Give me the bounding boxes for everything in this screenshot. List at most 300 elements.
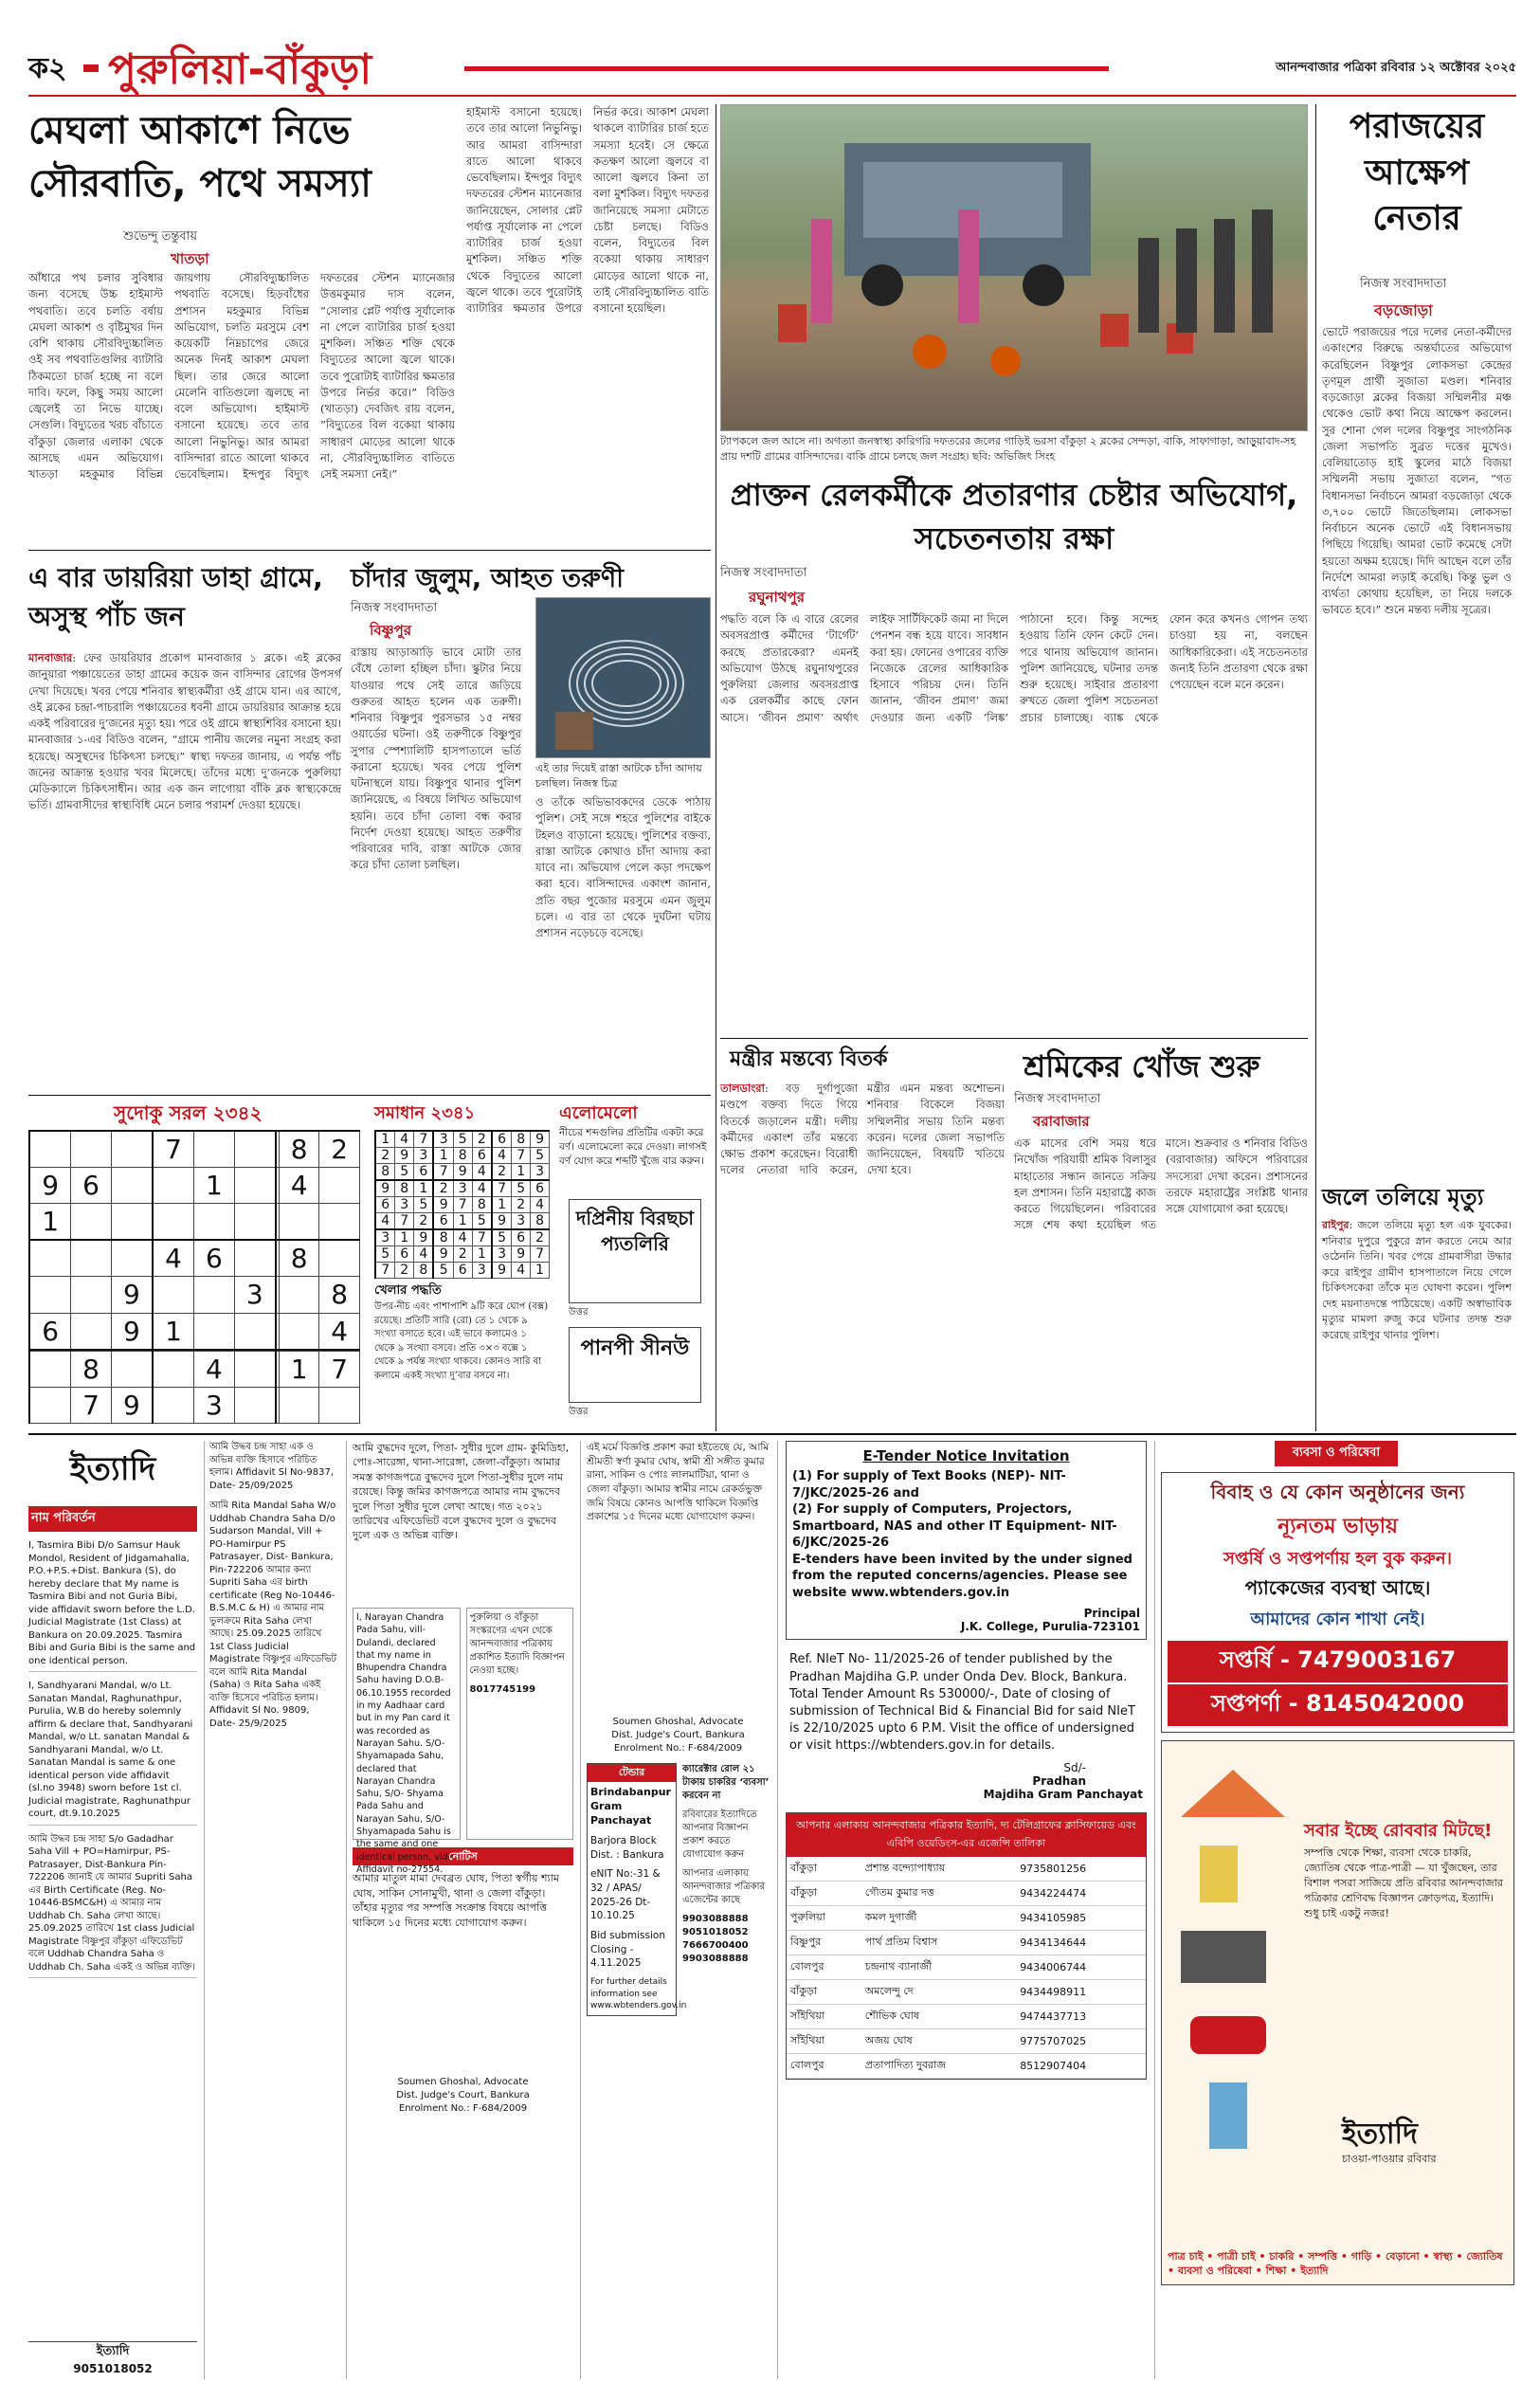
notice-narayan: I, Narayan Chandra Pada Sahu, vill- Dulandi, declared that my name in Bhupendra Chandra Sahu having D.O.B- 06.10.1955 recorded in my Aadhaar card but in my Pan card it was recorded as Narayan Sahu. S/O- Shyamapada Sahu, declared that Narayan Chandra Sahu, S/O- Shyama Pada Sahu and Narayan Sahu, S/O- Shyamapada Sahu is the same and one identical person, vide Affidavit no-27554. (353, 1608, 461, 1840)
sudoku-cell[interactable] (153, 1168, 194, 1204)
story5-reporter: নিজস্ব সংবাদদাতা (351, 601, 438, 615)
lawyer-enrol: Enrolment No.: F-684/2009 (398, 2103, 528, 2115)
agents-box (786, 1812, 1147, 2080)
story5-place: বিষ্ণুপুর (370, 622, 412, 639)
sudoku-cell[interactable] (279, 1204, 319, 1241)
agent-cell: কমল দুগার্জী (861, 1905, 1016, 1930)
story8-body: রাইপুর: জলে তলিয়ে মৃত্যু হল এক যুবকের। শনিবার দুপুরে পুকুরে স্নান করতে নেমে আর ওঠেননি তিনি। খবর পেয়ে গ্রামবাসীরা উদ্ধার করে রাইপুর গ্রামীণ হাসপাতালে নিয়ে গেলে চিকিৎসকেরা তাঁকে মৃত ঘোষণা করেন। পুলিশ দেহ ময়নাতদন্তে পাঠিয়েছে। একটি অস্বাভাবিক মৃত্যুর মামলা রুজু করে ঘটনার তদন্ত শুরু করেছে রাইপুর থানার পুলিশ। (1322, 1219, 1512, 1341)
sudoku-cell[interactable] (111, 1168, 153, 1204)
masthead-badge (83, 64, 99, 72)
story8-place: রাইপুর (1322, 1219, 1350, 1231)
solution-cell: 7 (395, 1213, 414, 1230)
solution-cell: 9 (531, 1131, 550, 1148)
sudoku-cell[interactable] (194, 1313, 235, 1350)
agent-cell: বাঁকুড়া (787, 1881, 861, 1905)
sudoku-cell[interactable] (234, 1131, 276, 1168)
story1-body: আঁধারে পথ চলার সুবিধার জন্য বসেছে উচ্চ হাইমাস্ট পথবাতি। তবে চলতি বর্ষায় মেঘলা আকাশ ও বৃষ্টিমুখর দিন বেশি থাকায় সৌরবিদ্যুচ্চালিত ওই সব পথবাতিগুলির ব্যাটারি ঠিকমতো চার্জ হচ্ছে না বলে দাবি। ফলে, কিছু সময় আলো জ্বেলেই তা নিভে যাচ্ছে। সেগুলি। বিদ্যুতের খরচ বাঁচাতে বাঁকুড়া জেলার এলাকা থেকে আসছে এমন অভিযোগ। খাতড়া মহকুমার বিভিন্ন জায়গায় সৌরবিদ্যুচ্চালিত পথবাতি বসেছে। হিড়বাঁধের প্রশাসন মহকুমার বিভিন্ন অভিযোগ, চলতি মরসুমে বেশ কয়েকটি নিম্নচাপের জেরে অনেক দিনই আকাশ মেঘলা ছিল। তার জেরে আলো মেলেনি বাতিগুলো জ্বলছে না বলে অভিযোগ। হাইমাস্ট বসানো হয়েছে। তবে তার আলো নিভুনিভু। আর আমরা বাসিন্দারা রাতে আলো থাকবে ভেবেছিলাম। ইন্দপুর বিদ্যুৎ দফতরের স্টেশন ম্যানেজার উত্তমকুমার দাস বলেন, “সোলার প্লেট পর্যাপ্ত সূর্যালোক না পেলে ব্যাটারির চার্জ হওয়া মুশকিল। সঞ্চিত শক্তি থেকে বিদ্যুতের আলো জ্বলে থাকে। তবে পুরোটাই ব্যাটারির ক্ষমতার উপরে নির্ভর করে।” বিডিও (খাতড়া) দেবজিৎ রায় বলেন, “বিদ্যুতের বিল বকেয়া থাকায় সাধারণ মোড়ের আলো থাকে না, সৌরবিদ্যুচ্চালিত বাতিতে সেই সমস্যা নেই।” (28, 271, 455, 481)
wire-coil-illustration (536, 598, 712, 759)
sudoku-cell[interactable] (234, 1204, 276, 1241)
lawyer2-name: Soumen Ghoshal, Advocate (612, 1717, 744, 1727)
agent-cell: 9474437713 (1016, 2004, 1146, 2028)
sudoku-cell[interactable]: 6 (194, 1240, 235, 1277)
agent-row (787, 1979, 1146, 2004)
solution-cell: 2 (395, 1263, 414, 1279)
sudoku-cell[interactable]: 9 (111, 1277, 153, 1313)
etender-box (786, 1441, 1147, 1640)
rules-title: খেলার পদ্ধতি (374, 1283, 442, 1298)
story-drowning (1322, 1180, 1512, 1422)
solution-cell: 1 (453, 1213, 472, 1230)
sudoku-title: সুদোকু সরল ২৩৪২ (114, 1101, 263, 1124)
sudoku-cell[interactable] (194, 1204, 235, 1241)
suitcase-icon (1200, 1846, 1238, 1902)
sudoku-cell[interactable] (71, 1240, 112, 1277)
photo1-caption: ট্যাপকলে জল আসে না। অগত্যা জনস্বাস্থ্য কারিগরি দফতরের জলের গাড়িই ভরসা বাঁকুড়া ২ ব্লকের সেন্দড়া, বাকি, সাফাগাড়া, আড়ুয়াবাদ-সহ প্রায় দশটি গ্রামের বাসিন্দাদের। বাকি গ্রামে চলছে জল সংগ্রহ। ছবি: অভিজিৎ সিংহ (720, 435, 1296, 463)
govt-notice: আমার মাতুল মামা দেবব্রত ঘোষ, পিতা স্বর্গীয় শ্যাম ঘোষ, সাকিন সোনামুখী, থানা ও জেলা বাঁকুড়া। তাঁহার মৃত্যুর পর সম্পত্তি সংক্রান্ত বিষয়ে আপত্তি থাকিলে ১৫ দিনের মধ্যে যোগাযোগ করুন। (353, 1872, 560, 1929)
sudoku-cell[interactable] (71, 1131, 112, 1168)
agent-cell: 8512907404 (1016, 2053, 1146, 2078)
agent-row (787, 1881, 1146, 1905)
sudoku-cell[interactable]: 4 (279, 1168, 319, 1204)
photo5-caption: এই তার দিয়েই রাস্তা আটকে চাঁদা আদায় চলছিল। নিজস্ব চিত্র (535, 762, 702, 790)
story-minister-remark (720, 1043, 1005, 1422)
solution-cell: 9 (375, 1180, 395, 1197)
elomelo-puzzle-words-2: পানপী সীনউ (580, 1336, 690, 1360)
solution-grid (374, 1130, 550, 1279)
solution-cell: 5 (433, 1263, 453, 1279)
etender-item-2: (2) For supply of Computers, Projectors, Smartboard, NAS and other IT Equipment- NIT-6/JKC/2025-26 (792, 1502, 1117, 1551)
dateline: আনন্দবাজার পত্রিকা রবিবার ১২ অক্টোবর ২০২৫ (1276, 61, 1516, 75)
solution-cell: 2 (453, 1246, 472, 1263)
tender-gp: Brindabanpur Gram Panchayat (590, 1785, 671, 1827)
agent-cell: বোলপুর (787, 1955, 861, 1979)
hall-line1: বিবাহ ও যে কোন অনুষ্ঠানের জন্য (1210, 1481, 1465, 1503)
story6-body: তালডাংরা: বড় দুর্গাপুজো মণ্ডপে বক্তব্য দিতে গিয়ে বিতর্কে জড়ালেন মন্ত্রী। দলীয় কর্মীদের একাংশ তাঁর মন্তব্যে ক্ষোভ প্রকাশ করেছেন। বিরোধী দলের নেতারা দাবি করেন, মন্ত্রীর এমন মন্তব্য অশোভন। শনিবার বিকেলে বিজয়া সম্মিলনীর সভায় তিনি মন্তব্য করেন। দলের জেলা সভাপতি জানিয়েছেন, বিষয়টি খতিয়ে দেখা হবে। (720, 1082, 1005, 1177)
sudoku-cell[interactable] (279, 1277, 319, 1313)
sudoku-cell[interactable]: 8 (71, 1351, 112, 1387)
agent-cell: 9434134644 (1016, 1930, 1146, 1955)
solution-cell: 7 (414, 1131, 434, 1148)
tender-block: Barjora Block Dist. : Bankura (590, 1834, 664, 1861)
tender-header: টেন্ডার (588, 1764, 676, 1782)
solution-title: সমাধান ২৩৪১ (374, 1103, 476, 1123)
sudoku-cell[interactable]: 1 (29, 1204, 71, 1241)
agent-cell: অজয় ঘোষ (861, 2028, 1016, 2053)
sudoku-cell[interactable] (153, 1387, 194, 1423)
etender-item-1: (1) For supply of Text Books (NEP)- NIT-7/JKC/2025-26 and (792, 1469, 1066, 1500)
solution-cell: 5 (531, 1148, 550, 1164)
solution-cell: 7 (512, 1148, 531, 1164)
solution-cell: 4 (512, 1263, 531, 1279)
sudoku-cell[interactable] (319, 1168, 360, 1204)
sudoku-cell[interactable]: 1 (194, 1168, 235, 1204)
agent-cell: 9735801256 (1016, 1857, 1146, 1882)
sudoku-cell[interactable] (111, 1351, 153, 1387)
itadi2-phone-2: 9051018052 (682, 1927, 749, 1937)
hall-line2: ন্যূনতম ভাড়ায় (1277, 1515, 1398, 1538)
sudoku-cell[interactable]: 1 (153, 1313, 194, 1350)
hall-line4: প্যাকেজের ব্যবস্থা আছে। (1244, 1576, 1431, 1599)
agent-cell: বাঁকুড়া (787, 1979, 861, 2004)
tender-info: For further details information see www.wbtenders.gov.in (590, 1977, 687, 2011)
solution-cell: 1 (433, 1148, 453, 1164)
solution-cell: 4 (472, 1164, 492, 1181)
lawyer2-enrol: Enrolment No.: F-684/2009 (613, 1743, 743, 1754)
story4-body: মানবাজার: ফের ডায়রিয়ার প্রকোপ মানবাজার ১ ব্লকে। এই ব্লকের জানুয়ারা পঞ্চায়েতের ডাহা গ্রামের কয়েক জন বাসিন্দার রোগের উপসর্গ দেখা দিয়েছে। খবর পেয়ে শনিবার স্বাস্থ্যকর্মীরা ওই গ্রামে যান। এর আগে, ওই ব্লকের চন্দ্রা-পাচরালি পঞ্চায়েতের ধবনী গ্রামে ডায়রিয়ার আক্রান্ত হয়ে একই পরিবারের দু’জনের মৃত্যু হয়। পরে ওই গ্রামে স্বাস্থ্যশিবির বসানো হয়। মানবাজার ১-এর বিডিও বলেন, “গ্রামে পানীয় জলের নমুনা সংগ্রহ করা হয়েছে। অসুস্থদের চিকিৎসা চলছে।” স্বাস্থ্য দফতর জানায়, এ পর্যন্ত পাঁচ জনের আক্রান্ত হওয়ার খবর মিলেছে। তাঁদের মধ্যে দু’জনকে পুরুলিয়া মেডিক্যালে চিকিৎসাধীন। আর এক জন লাগোয়া বাঁকি ব্লক স্বাস্থ্যকেন্দ্রে ভর্তি। গ্রামবাসীদের স্বাস্থ্যবিধি মেনে চলার পরামর্শ দেওয়া হয়েছে। (28, 651, 341, 812)
story7-reporter: নিজস্ব সংবাদদাতা (1014, 1092, 1101, 1106)
sudoku-cell[interactable] (29, 1131, 71, 1168)
sudoku-cell[interactable] (153, 1351, 194, 1387)
solution-cell: 6 (492, 1131, 512, 1148)
promo-ad (1161, 1740, 1514, 2285)
sudoku-cell[interactable]: 7 (71, 1387, 112, 1423)
sudoku-cell[interactable]: 3 (234, 1277, 276, 1313)
story6-headline: মন্ত্রীর মন্তব্যে বিতর্ক (730, 1047, 888, 1071)
purulia-ad-text: পুরুলিয়া ও বাঁকুড়া সংস্করণের এখন থেকে আনন্দবাজার পত্রিকায় প্রকাশিত ইত্যাদি বিজ্ঞাপন নেওয়া হচ্ছে। (469, 1612, 565, 1676)
solution-cell: 6 (453, 1263, 472, 1279)
nit-body: Ref. NIeT No- 11/2025-26 of tender published by the Pradhan Majdiha G.P. under Onda Dev. Block, Bankura. Total Tender Amount Rs 530000/-, Date of closing of submission of Technical Bid & Financial Bid for said NIeT is 22/10/2025 upto 6 P.M. Visit the office of undersigned or visit https://wbtenders.gov.in for details. (789, 1652, 1135, 1754)
notices-col2 (204, 1441, 336, 2379)
solution-cell: 2 (531, 1229, 550, 1246)
sudoku-cell[interactable]: 4 (319, 1313, 360, 1350)
solution-cell: 1 (492, 1197, 512, 1213)
story-defeat-leader (1322, 104, 1512, 1090)
elomelo-box1 (569, 1199, 701, 1303)
sudoku-cell[interactable]: 9 (111, 1387, 153, 1423)
solution-cell: 3 (492, 1246, 512, 1263)
rules-body: উপর-নীচ এবং পাশাপাশি ৯টি করে ঘোপ (বক্স) রয়েছে। প্রতিটি সারি (রো) তে ১ থেকে ৯ সংখ্যা বসাতে হবে। এই ভাবে কলামেও ১ থেকে ৯ সংখ্যা বসবে। প্রতি ৩×৩ বক্সে ১ থেকে ৯ পর্যন্ত সংখ্যা থাকবে। কোনও সারি বা কলামে একই সংখ্যা দু’বার বসবে না। (374, 1301, 549, 1381)
sudoku-cell[interactable] (153, 1204, 194, 1241)
solution-cell: 3 (375, 1229, 395, 1246)
sudoku-cell[interactable] (111, 1204, 153, 1241)
elomelo-rules: নীচের শব্দগুলির প্রতিটির একটা করে বর্ণ। এলোমেলো করে দেওয়া। লাগসই বর্ণ যোগ করে শব্দটি খুঁজে বার করুন। (559, 1127, 707, 1168)
solution-cell: 7 (375, 1263, 395, 1279)
sudoku-cell[interactable] (111, 1240, 153, 1277)
story3-reporter: নিজস্ব সংবাদদাতা (720, 566, 807, 580)
itadi2-phone-4: 9903088888 (682, 1954, 749, 1964)
solution-cell: 8 (472, 1197, 492, 1213)
elomelo-puzzle-words: দপ্রিনীয় বিরছচা প্যতলিরি (575, 1207, 695, 1255)
etender-org: J.K. College, Purulia-723101 (960, 1620, 1140, 1634)
solution-cell: 1 (395, 1229, 414, 1246)
itadi2-text: রবিবারের ইত্যাদিতে আপনার বিজ্ঞাপন প্রকাশ করতে যোগাযোগ করুন (682, 1809, 757, 1860)
solution-cell: 2 (512, 1197, 531, 1213)
sudoku-cell[interactable] (234, 1168, 276, 1204)
story3-headline: প্রাক্তন রেলকর্মীকে প্রতারণার চেষ্টার অভিযোগ, সচেতনতায় রক্ষা (730, 477, 1298, 557)
solution-cell: 7 (492, 1180, 512, 1197)
solution-cell: 4 (453, 1229, 472, 1246)
itadi2-phone-3: 7666700400 (682, 1940, 749, 1951)
solution-cell: 5 (414, 1197, 434, 1213)
agent-cell: 9434498911 (1016, 1979, 1146, 2004)
story4-headline: এ বার ডায়রিয়া ডাহা গ্রামে, অসুস্থ পাঁচ জন (28, 562, 323, 632)
solution-cell: 3 (512, 1213, 531, 1230)
story4-place: মানবাজার (28, 651, 73, 664)
solution-cell: 8 (531, 1213, 550, 1230)
solution-cell: 2 (414, 1213, 434, 1230)
photo-wire (535, 597, 711, 758)
sudoku-cell[interactable] (319, 1240, 360, 1277)
masthead (28, 38, 1516, 95)
story2-body: ভোটে পরাজয়ের পরে দলের নেতা-কর্মীদের একাংশের বিরুদ্ধে অন্তর্ঘাতের অভিযোগ করেছিলেন বিষ্ণুপুর লোকসভা কেন্দ্রের তৃণমূল প্রার্থী সুজাতা মণ্ডল। শনিবার বড়জোড়া ব্লকের বিজয়া সম্মিলনীর মঞ্চ থেকেও ভোট কথা নিয়ে আক্ষেপ করলেন। সুর শোনা গেল দলের বিষ্ণুপুর সাংগঠনিক জেলা সভাপতি সুব্রত দত্তের মুখেও। বেলিয়াতোড় হাই স্কুলের মাঠে বিজয়া সম্মিলনী সভায় সুজাতা বলেন, “গত বিধানসভা নির্বাচনে আমরা বড়জোড়া থেকে ৩,৭০০ ভোটে জিতেছিলাম। লোকসভা নির্বাচনে অনেক ভোটে এই বিধানসভায় পিছিয়ে গিয়েছি। আমরা ভোট কমেছে সেটা হয়তো অক্ষম হয়েছে। দিদি আছেন বলে তাঁর নির্দেশে আমরা লড়াই করেছি। কিন্তু ভুল ও ব্যর্থতা কোথায় হয়েছিল, তা নিয়ে দলকে ভাবতে হবে।” শুনে মন্তব্য দলীয় সূত্রের। (1322, 325, 1512, 617)
sudoku-cell[interactable] (29, 1240, 71, 1277)
solution-cell: 7 (433, 1164, 453, 1181)
agent-cell: পুরুলিয়া (787, 1905, 861, 1930)
agent-cell: অমলেন্দু দে (861, 1979, 1016, 2004)
solution-cell: 1 (375, 1131, 395, 1148)
agent-cell: প্রশান্ত বন্দ্যোপাধ্যায় (861, 1857, 1016, 1882)
sudoku-solution (374, 1100, 550, 1427)
promo-tagline: চাওয়া-পাওয়ার রবিবার (1342, 2153, 1437, 2165)
sudoku-cell[interactable] (71, 1204, 112, 1241)
etender-body: E-tenders have been invited by the under signed from the reputed concerns/agencies. Please see website www.wbtenders.gov.in (792, 1552, 1132, 1600)
story6-text: বড় দুর্গাপুজো মণ্ডপে বক্তব্য দিতে গিয়ে বিতর্কে জড়ালেন মন্ত্রী। দলীয় কর্মীদের একাংশ তাঁর মন্তব্যে ক্ষোভ প্রকাশ করেছেন। বিরোধী দলের নেতারা দাবি করেন, মন্ত্রীর এমন মন্তব্য অশোভন। শনিবার বিকেলে বিজয়া সম্মিলনীর সভায় তিনি মন্তব্য করেন। দলের জেলা সভাপতি জানিয়েছেন, বিষয়টি খতিয়ে দেখা হবে। (720, 1082, 1005, 1177)
sudoku-cell[interactable]: 8 (279, 1240, 319, 1277)
agents-title: আপনার এলাকায় আনন্দবাজার পত্রিকার ইত্যাদি, দ্য টেলিগ্রাফের ক্লাসিফায়েড এবং এবিপি ওয়েডিংস-এর এজেন্সি তালিকা (787, 1813, 1146, 1857)
story-solar-lights (28, 104, 711, 521)
notices-center (346, 1441, 573, 2379)
tender-closing: Bid submission Closing - 4.11.2025 (590, 1929, 665, 1970)
solution-cell: 1 (414, 1180, 434, 1197)
solution-cell: 5 (472, 1213, 492, 1230)
solution-cell: 9 (492, 1263, 512, 1279)
col-rule-2 (1315, 104, 1316, 1431)
solution-cell: 8 (453, 1148, 472, 1164)
agent-cell: গৌতম কুমার দত্ত (861, 1881, 1016, 1905)
top-rule (28, 95, 1516, 97)
sudoku-cell[interactable]: 6 (29, 1313, 71, 1350)
sudoku-cell[interactable]: 1 (279, 1351, 319, 1387)
story6-place: তালডাংরা (720, 1082, 765, 1095)
sudoku-cell[interactable] (29, 1351, 71, 1387)
itadi2-title: ক্যারেক্টার রোল ২১ টাকায় চাকরির ‘ব্যবসা’ করবেন না (682, 1764, 770, 1801)
story3-place: রঘুনাথপুর (749, 589, 805, 606)
name-change-notice: I, Sandhyarani Mandal, w/o Lt. Sanatan Mandal, Raghunathpur, Purulia, W.B do hereby solemnly affirm & declare that, Sandhyarani Mandal, w/o Lt. sanatan Mandal & Sandhyarani Mandal, w/o Lt. Sanatan Mandal is same & one identical person vide affidavit (sl.no 3948) sworn before 1st cl. Judicial magistrate, Raghunathpur court, dt.9.10.2025 (28, 1680, 197, 1826)
story8-headline: জলে তলিয়ে মৃত্যু (1322, 1184, 1484, 1210)
sudoku-grid[interactable] (28, 1130, 360, 1424)
sudoku-cell[interactable]: 4 (153, 1240, 194, 1277)
elomelo-box2 (569, 1327, 701, 1403)
story7-body: এক মাসের বেশি সময় ধরে নিখোঁজ পরিযায়ী শ্রমিক বিলাসুর মাহাতোর সন্ধান জানতে সক্রিয় হল প্রশাসন। তিনি মহারাষ্ট্রে কাজ করতে গিয়েছিলেন। পরিবারের সঙ্গে শেষ কথা হয়েছিল গত মাসে। শুক্রবার ও শনিবার বিডিও (বরাবাজার) অফিসে পরিবারের সদস্যেরা দেখা করেন। প্রশাসনের তরফে মহারাষ্ট্রের সংশ্লিষ্ট থানার সঙ্গে যোগাযোগ করা হয়েছে। (1014, 1136, 1308, 1232)
story-rail-fraud (720, 469, 1308, 1038)
story4-text: ফের ডায়রিয়ার প্রকোপ মানবাজার ১ ব্লকে। এই ব্লকের জানুয়ারা পঞ্চায়েতের ডাহা গ্রামের কয়েক জন বাসিন্দার রোগের উপসর্গ দেখা দিয়েছে। খবর পেয়ে শনিবার স্বাস্থ্যকর্মীরা ওই গ্রামে যান। এর আগে, ওই ব্লকের চন্দ্রা-পাচরালি পঞ্চায়েতের ধবনী গ্রামে ডায়রিয়ার আক্রান্ত হয়ে একই পরিবারের দু’জনের মৃত্যু হয়। পরে ওই গ্রামে স্বাস্থ্যশিবির বসানো হয়। মানবাজার ১-এর বিডিও বলেন, “গ্রামে পানীয় জলের নমুনা সংগ্রহ করা হয়েছে। অসুস্থদের চিকিৎসা চলছে।” স্বাস্থ্য দফতর জানায়, এ পর্যন্ত পাঁচ জনের আক্রান্ত হওয়ার খবর মিলেছে। তাঁদের মধ্যে দু’জনকে পুরুলিয়া মেডিক্যালে চিকিৎসাধীন। আর এক জন লাগোয়া বাঁকি ব্লক স্বাস্থ্যকেন্দ্রে ভর্তি। গ্রামবাসীদের স্বাস্থ্যবিধি মেনে চলার পরামর্শ দেওয়া হয়েছে। (28, 651, 341, 812)
laptop-icon (1181, 1931, 1266, 1983)
sudoku-cell[interactable]: 9 (111, 1313, 153, 1350)
agent-cell: সাঁইথিয়া (787, 2004, 861, 2028)
solution-cell: 9 (453, 1164, 472, 1181)
hall-line3: সপ্তর্ষি ও সপ্তপর্ণায় হল বুক করুন। (1223, 1549, 1452, 1569)
tent-icon (1181, 1770, 1285, 1817)
solution-cell: 2 (492, 1164, 512, 1181)
sudoku-cell[interactable] (279, 1387, 319, 1423)
solution-cell: 1 (472, 1246, 492, 1263)
story1-place: খাতড়া (171, 250, 209, 267)
solution-cell: 3 (453, 1180, 472, 1197)
sudoku-cell[interactable] (279, 1313, 319, 1350)
solution-cell: 5 (492, 1229, 512, 1246)
solution-cell: 6 (512, 1229, 531, 1246)
business-header: ব্যবসা ও পরিষেবা (1275, 1441, 1398, 1466)
solution-cell: 9 (395, 1148, 414, 1164)
story7-place: বরাবাজার (1033, 1113, 1090, 1130)
solution-cell: 9 (433, 1197, 453, 1213)
solution-cell: 8 (414, 1263, 434, 1279)
solution-cell: 7 (531, 1246, 550, 1263)
agent-row (787, 1905, 1146, 1930)
story5-body-right: ও তাঁকে অভিভাবকদের ডেকে পাঠায় পুলিশ। সেই সঙ্গে শহরে পুলিশের বাইকে টহলও বাড়ানো হয়েছে। পুলিশের বক্তব্য, রাস্তা আটকে কোথাও চাঁদা আদায় করা যাবে না। অভিযোগ পেলে কড়া পদক্ষেপ করা হবে। বাসিন্দাদের একাংশ জানান, প্রতি বছর পুজোর মরসুমে এমন জুলুম চলে। এ বার তা থেকে দুর্ঘটনা ঘটায় প্রশাসন নড়েচড়ে বসেছে। (535, 795, 711, 939)
notice-col2-a: আমি উদ্ধব চন্দ্র সাহা এক ও অভিন্ন ব্যক্তি হিসাবে পরিচিত হলাম। Affidavit Sl No-9837, Date- 25/09/2025 (209, 1442, 335, 1491)
solution-cell: 5 (453, 1131, 472, 1148)
solution-cell: 7 (453, 1197, 472, 1213)
solution-cell: 5 (395, 1164, 414, 1181)
mid-rule-1 (28, 550, 711, 551)
agent-cell: 9434224474 (1016, 1881, 1146, 1905)
sudoku-cell[interactable] (29, 1277, 71, 1313)
nit-box (786, 1647, 1147, 1804)
agent-cell: প্রতাপাদিত্য দুবরাজ (861, 2053, 1016, 2078)
story2-reporter: নিজস্ব সংবাদদাতা (1360, 277, 1447, 291)
sudoku-cell[interactable] (234, 1387, 276, 1423)
notice-col2-b: আমি Rita Mandal Saha W/o Uddhab Chandra Saha D/o Sudarson Mandal, Vill + PO-Hamirpur PS Patrasayer, Dist- Bankura, Pin-722206 আমার কন্যা Supriti Saha এর birth certificate (Reg No-10446-B.S.M.C & H) এ আমার নাম ভুলক্রমে Rita Saha লেখা আছে। 25.09.2025 তারিখে 1st Class Judicial Magistrate বিষ্ণুপুর এফিডেভিট বলে আমি Rita Mandal (Saha) ও Rita Saha একই ব্যক্তি হিসেবে পরিচিত হলাম। Affidavit Sl No. 9809, Date- 25/9/2025 (209, 1500, 336, 1729)
promo-body: সম্পত্তি থেকে শিক্ষা, ব্যবসা থেকে চাকরি, জ্যোতিষ থেকে পাত্র-পাত্রী — যা খুঁজছেন, তার বিশাল পসরা সাজিয়ে প্রতি রবিবার আনন্দবাজার পত্রিকার শ্রেণিবদ্ধ বিজ্ঞাপন ক্রোড়পত্র, ইত্যাদি। শুধু চাই একটু নজর! (1304, 1846, 1503, 1919)
sudoku-cell[interactable]: 8 (279, 1131, 319, 1168)
sudoku-cell[interactable]: 8 (319, 1277, 360, 1313)
masthead-red-line (464, 66, 1109, 71)
photo-water-tanker (720, 104, 1308, 431)
sudoku-cell[interactable] (153, 1277, 194, 1313)
promo-brand: ইত্যাদি (1342, 2118, 1418, 2151)
sudoku-cell[interactable]: 2 (319, 1131, 360, 1168)
sudoku-cell[interactable] (234, 1313, 276, 1350)
sudoku-cell[interactable]: 6 (71, 1168, 112, 1204)
story1-headline: মেঘলা আকাশে নিভে সৌরবাতি, পথে সমস্যা (28, 109, 371, 206)
agent-cell: 9434006744 (1016, 1955, 1146, 1979)
hall-phone2: সপ্তপর্ণা - 8145042000 (1168, 1684, 1508, 1726)
agents-table (787, 1857, 1146, 2079)
solution-cell: 5 (512, 1180, 531, 1197)
elomelo-title: এলোমেলো (559, 1103, 638, 1123)
sudoku-cell[interactable] (71, 1313, 112, 1350)
agent-cell: বাঁকুড়া (787, 1857, 861, 1882)
tender-column (777, 1441, 1147, 2379)
sudoku-cell[interactable]: 7 (319, 1351, 360, 1387)
sudoku-cell[interactable]: 4 (194, 1351, 235, 1387)
notices-col4 (580, 1441, 770, 2379)
ityadi-column (28, 1441, 197, 2379)
story-missing-labourer (1014, 1043, 1308, 1422)
nit-signer: Pradhan (1032, 1773, 1086, 1788)
sudoku-cell[interactable] (234, 1351, 276, 1387)
agent-cell: চন্দ্রনাথ ব্যানার্জী (861, 1955, 1016, 1979)
agent-cell: বোলপুর (787, 2053, 861, 2078)
solution-cell: 1 (512, 1164, 531, 1181)
sudoku-cell[interactable] (194, 1131, 235, 1168)
etender-signer: Principal (1083, 1607, 1140, 1621)
mid-rule-3 (720, 1038, 1308, 1039)
purulia-ad-phone: 8017745199 (469, 1684, 536, 1695)
lawyer-name: Soumen Ghoshal, Advocate (397, 2077, 529, 2088)
story3-body: পদ্ধতি বলে কি এ বারে রেলের অবসরপ্রাপ্ত কর্মীদের ‘টার্গেট’ করছে প্রতারকেরা? এমনই অভিযোগ উঠছে রঘুনাথপুরের পুরুলিয়া জেলার অবসরপ্রাপ্ত এক রেলকর্মীর কাছে ফোন আসে। ‘জীবন প্রমাণ’ অর্থাৎ লাইফ সার্টিফিকেট জমা না দিলে পেনশন বন্ধ হয়ে যাবে। সাবধান করা হয়। ফোনের ওপারের ব্যক্তি নিজেকে রেলের আধিকারিক হিসাবে পরিচয় দেন। তিনি জানান, ‘জীবন প্রমাণ’ জমা দেওয়ার জন্য একটি ‘লিঙ্ক’ পাঠানো হবে। কিন্তু সন্দেহ হওয়ায় তিনি ফোন কেটে দেন। পরে থানায় অভিযোগ জানান। পুলিশ জানিয়েছে, ঘটনার তদন্ত শুরু হয়েছে। সাইবার প্রতারণা রুখতে জেলা পুলিশ সচেতনতা প্রচার চালাচ্ছে। ব্যাঙ্ক থেকে ফোন করে কখনও গোপন তথ্য চাওয়া হয় না, বলছেন আধিকারিকেরা। এই সচেতনতার জন্যই তিনি প্রতারণা থেকে রক্ষা পেয়েছেন বলে মনে করেন। (720, 612, 1308, 724)
elomelo-answer-label: উত্তর (569, 1307, 589, 1318)
itadi2-phone-1: 9903088888 (682, 1914, 749, 1924)
ityadi-brand: ইত্যাদি (69, 1450, 156, 1488)
story1-reporter: শুভেন্দু তন্তুবায় (123, 229, 198, 244)
story7-headline: শ্রমিকের খোঁজ শুরু (1024, 1048, 1260, 1084)
tender-enit: eNIT No:-31 & 32 / APAS/ 2025-26 Dt-10.10.25 (590, 1868, 661, 1922)
agent-row (787, 1857, 1146, 1882)
solution-cell: 3 (414, 1148, 434, 1164)
solution-cell: 2 (472, 1131, 492, 1148)
solution-cell: 3 (395, 1197, 414, 1213)
name-change-notice: আমি উদ্ধব চন্দ্র সাহা S/o Gadadhar Saha Vill + PO=Hamirpur, PS- Patrasayer, Dist-Bankura Pin-722206 জানাই যে আমার Supriti Saha এর Birth Certificate (Reg. No-10446-BSMC&H) এ আমার নাম Uddhab Ch. Saha লেখা আছে। 25.09.2025 তারিখে 1st class Judicial Magistrate বিষ্ণুপুর বাঁকুড়া এফিডেভিট বলে Uddhab Chandra Saha ও Uddhab Ch. Saha একই ও অভিন্ন ব্যক্তি। (28, 1833, 197, 1979)
story5-headline: চাঁদার জুলুম, আহত তরুণী (351, 564, 624, 593)
section-title: পুরুলিয়া-বাঁকুড়া (108, 45, 372, 94)
nit-sd: Sd/- (1063, 1760, 1086, 1774)
itadi2-contact: আপনার এলাকায় আনন্দবাজার পত্রিকার এজেন্টের কাছে (682, 1868, 766, 1905)
agent-row (787, 2053, 1146, 2078)
solution-cell: 4 (472, 1180, 492, 1197)
solution-cell: 4 (375, 1213, 395, 1230)
story1-body-right: হাইমাস্ট বসানো হয়েছে। তবে তার আলো নিভুনিভু। আর আমরা বাসিন্দারা রাতে আলো থাকবে ভেবেছিলাম। ইন্দপুর বিদ্যুৎ দফতরের স্টেশন ম্যানেজার জানিয়েছেন, সোলার প্লেট পর্যাপ্ত সূর্যালোক না পেলে ব্যাটারির চার্জ হওয়া মুশকিল। সঞ্চিত শক্তি থেকে বিদ্যুতের আলো জ্বলে থাকে। তবে পুরোটাই ব্যাটারির ক্ষমতার উপরে নির্ভর করে। আকাশ মেঘলা থাকলে ব্যাটারির চার্জ হতে সমস্যা হবেই। সে ক্ষেত্রে কতক্ষণ আলো জ্বলবে বা আলো জ্বলবে কিনা তা বলা মুশকিল। বিদ্যুৎ দফতর জানিয়েছে সমস্যা মেটাতে চেষ্টা চলছে। বিডিও বলেন, বিদ্যুতের বিল বকেয়া থাকায় সাধারণ মোড়ের আলো থাকে না, তাই সৌরবিদ্যুচ্চালিত বাতি বসানো হয়েছিল। (466, 105, 709, 315)
solution-cell: 8 (512, 1131, 531, 1148)
solution-cell: 9 (512, 1246, 531, 1263)
agent-row (787, 2004, 1146, 2028)
solution-cell: 6 (433, 1213, 453, 1230)
lawyer2-court: Dist. Judge's Court, Bankura (611, 1730, 745, 1740)
sudoku-cell[interactable]: 3 (194, 1387, 235, 1423)
agent-cell: সাঁইথিয়া (787, 2028, 861, 2053)
story-diarrhoea (28, 559, 341, 1090)
solution-cell: 6 (472, 1148, 492, 1164)
notice-buddhadeb: আমি বুদ্ধদেব দুলে, পিতা- সুধীর দুলে গ্রাম- কুমিডিহা, পোঃ-সারেঙ্গা, থানা-সারেঙ্গা, জেলা-বাঁকুড়া। আমার সমস্ত কাগজপত্রে বুদ্ধদেব দুলে পিতা-সুধীর দুলে নাম রয়েছে। কিন্তু জমির কাগজপত্রে আমার নাম বুদ্ধদেব দুলে পিতা সুধীর দুলে লেখা আছে। গত ২০২১ তারিখের এফিডেভিট বলে বুদ্ধদেব দুলে ও বুদ্ধদেব দুলে এক ও অভিন্ন ব্যক্তি। (353, 1442, 570, 1542)
agent-row (787, 1955, 1146, 1979)
promo-footer: পাত্র চাই • পাত্রী চাই • চাকরি • সম্পত্তি • গাড়ি • বেড়ানো • স্বাস্থ্য • জ্যোতিষ • ব্যবসা ও পরিষেবা • শিক্ষা • ইত্যাদি (1168, 2250, 1503, 2278)
promo-items-illustration (1162, 1751, 1304, 2168)
sudoku-cell[interactable] (319, 1204, 360, 1241)
sudoku-puzzle (28, 1100, 360, 1427)
hall-booking-ad (1161, 1472, 1514, 1733)
sudoku-cell[interactable]: 9 (29, 1168, 71, 1204)
classified-rule (28, 1433, 1516, 1435)
solution-cell: 5 (375, 1246, 395, 1263)
solution-cell: 4 (492, 1148, 512, 1164)
solution-cell: 2 (375, 1148, 395, 1164)
solution-cell: 9 (433, 1246, 453, 1263)
water-queue-illustration (721, 105, 1309, 432)
sudoku-cell[interactable]: 7 (153, 1131, 194, 1168)
agent-cell: 9434105985 (1016, 1905, 1146, 1930)
sudoku-cell[interactable] (111, 1131, 153, 1168)
story8-text: জলে তলিয়ে মৃত্যু হল এক যুবকের। শনিবার দুপুরে পুকুরে স্নান করতে নেমে আর ওঠেননি তিনি। খবর পেয়ে গ্রামবাসীরা উদ্ধার করে রাইপুর গ্রামীণ হাসপাতালে নিয়ে গেলে চিকিৎসকেরা তাঁকে মৃত ঘোষণা করেন। পুলিশ দেহ ময়নাতদন্তে পাঠিয়েছে। একটি অস্বাভাবিক মৃত্যুর মামলা রুজু করে ঘটনার তদন্ত শুরু করেছে রাইপুর থানার পুলিশ। (1322, 1219, 1512, 1341)
solution-cell: 4 (531, 1197, 550, 1213)
solution-cell: 6 (375, 1197, 395, 1213)
elomelo-puzzle (559, 1100, 711, 1427)
solution-cell: 7 (472, 1229, 492, 1246)
sudoku-cell[interactable] (194, 1277, 235, 1313)
hall-line5: আমাদের কোন শাখা নেই। (1250, 1609, 1425, 1629)
sudoku-cell[interactable] (234, 1240, 276, 1277)
solution-cell: 6 (531, 1180, 550, 1197)
lawyer-court: Dist. Judge's Court, Bankura (396, 2090, 530, 2101)
sudoku-cell[interactable] (319, 1387, 360, 1423)
agent-cell: বিষ্ণুপুর (787, 1930, 861, 1955)
name-change-list (28, 1539, 197, 2336)
solution-cell: 4 (414, 1246, 434, 1263)
etender-title: E-Tender Notice Invitation (862, 1447, 1070, 1464)
agent-cell: 9775707025 (1016, 2028, 1146, 2053)
sudoku-cell[interactable] (71, 1277, 112, 1313)
sudoku-cell[interactable] (29, 1387, 71, 1423)
